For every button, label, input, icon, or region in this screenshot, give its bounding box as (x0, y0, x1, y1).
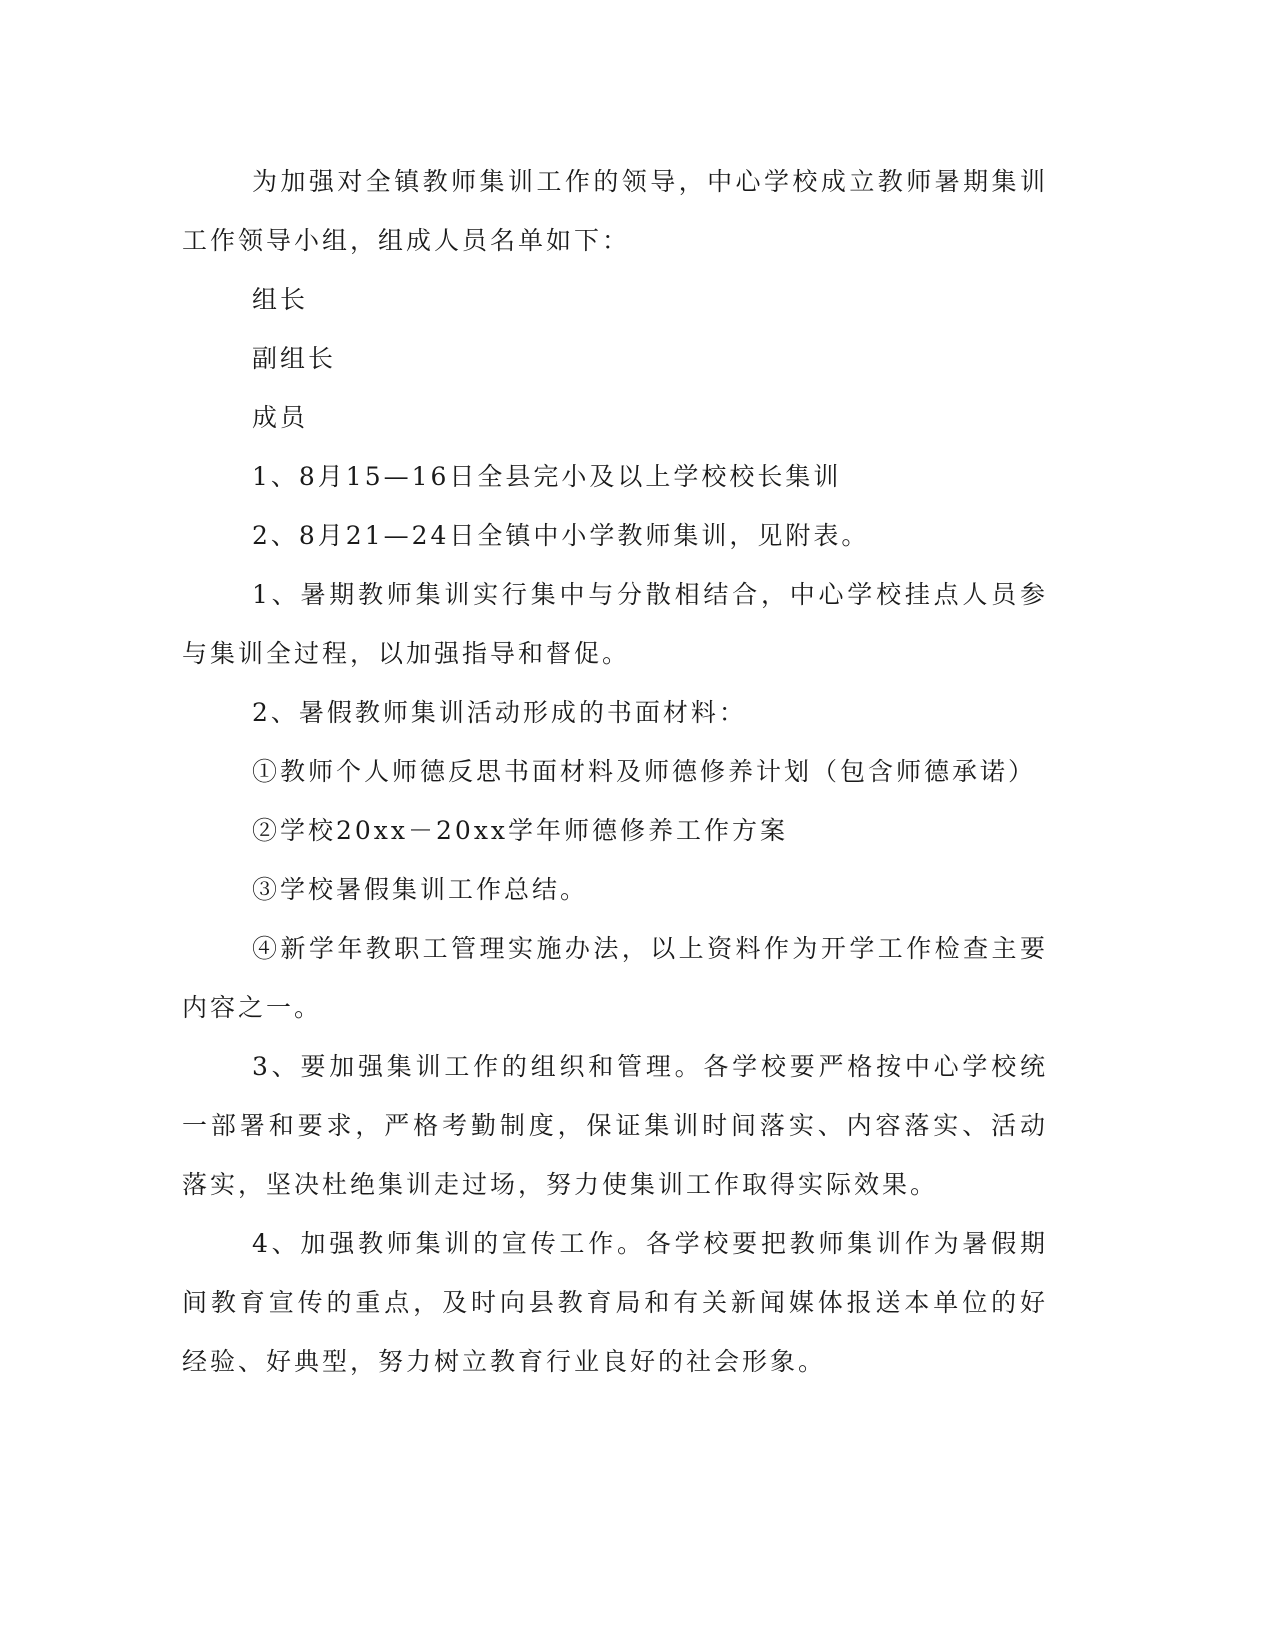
paragraph-deputy-leader: 副组长 (252, 344, 337, 373)
paragraph-leader: 组长 (252, 285, 309, 314)
paragraph-requirement-3: 3、要加强集训工作的组织和管理。各学校要严格按中心学校统一部署和要求，严格考勤制度，保证集训时间落实、内容落实、活动落实，坚决杜绝集训走过场，努力使集训工作取得实际效果。 (182, 1052, 1048, 1199)
document-body (182, 152, 1048, 1391)
paragraph-requirement-1: 1、暑期教师集训实行集中与分散相结合，中心学校挂点人员参与集训全过程，以加强指导和督促。 (182, 580, 1048, 668)
paragraph-requirement-2: 2、暑假教师集训活动形成的书面材料： (252, 698, 747, 727)
paragraph-schedule-1: 1、8月15—16日全县完小及以上学校校长集训 (252, 462, 842, 491)
paragraph-material-1: ①教师个人师德反思书面材料及师德修养计划（包含师德承诺） (252, 757, 1037, 786)
paragraph-material-4: ④新学年教职工管理实施办法，以上资料作为开学工作检查主要内容之一。 (182, 934, 1048, 1022)
paragraph-requirement-4: 4、加强教师集训的宣传工作。各学校要把教师集训作为暑假期间教育宣传的重点，及时向县教育局和有关新闻媒体报送本单位的好经验、好典型，努力树立教育行业良好的社会形象。 (182, 1229, 1048, 1376)
paragraph-members: 成员 (252, 403, 309, 432)
paragraph-material-2: ②学校20xx－20xx学年师德修养工作方案 (252, 816, 789, 845)
paragraph-intro: 为加强对全镇教师集训工作的领导，中心学校成立教师暑期集训工作领导小组，组成人员名单如下： (182, 167, 1048, 255)
paragraph-schedule-2: 2、8月21—24日全镇中小学教师集训，见附表。 (252, 521, 870, 550)
paragraph-material-3: ③学校暑假集训工作总结。 (252, 875, 589, 904)
